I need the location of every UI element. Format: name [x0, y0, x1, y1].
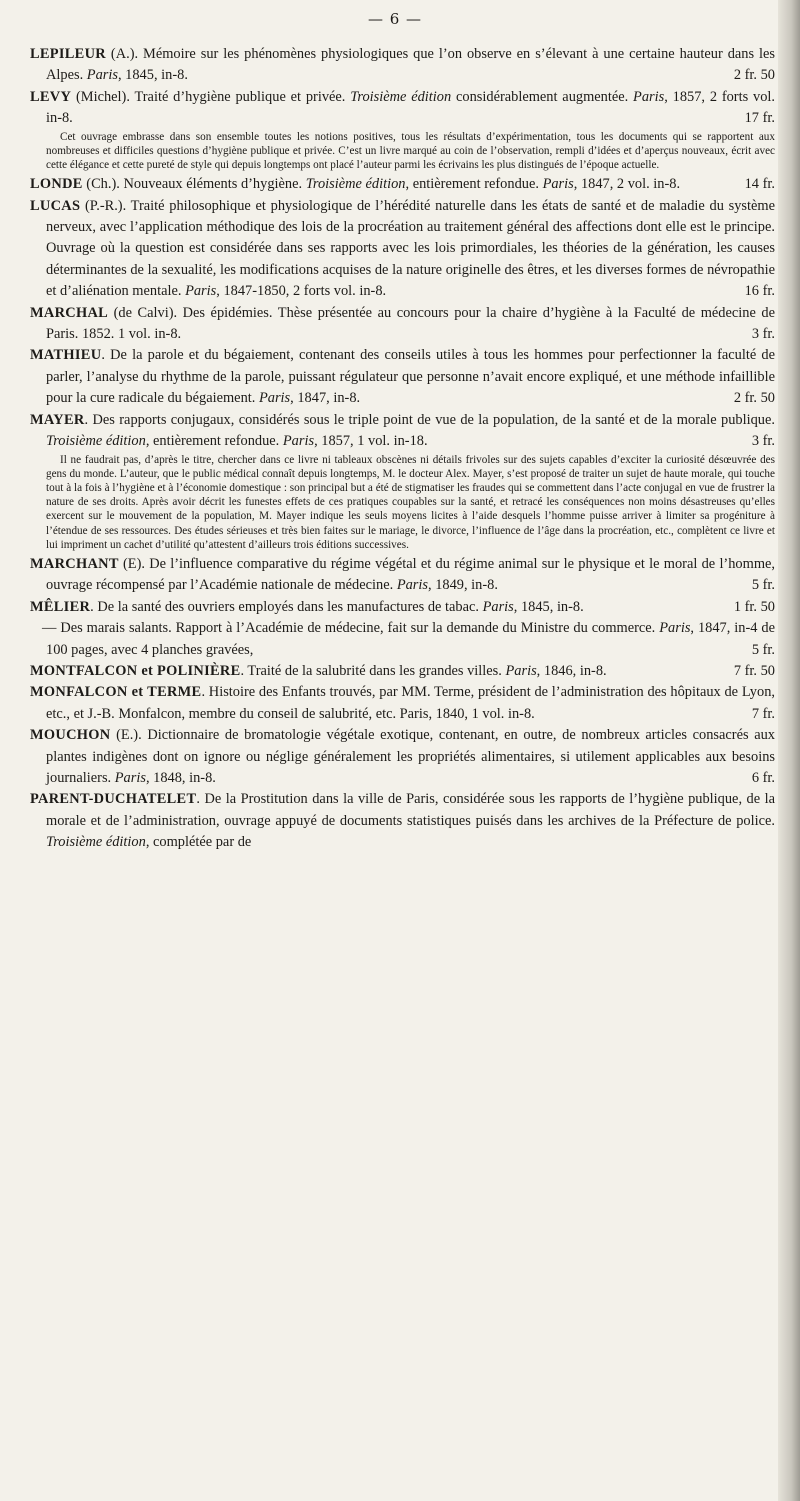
catalogue-entry [30, 303, 775, 346]
entry-price: 5 fr. [751, 577, 775, 594]
entry-place: Paris [114, 770, 146, 786]
entry-author: MÊLIER [30, 598, 91, 615]
entry-imprint: , 1848, in-8. [145, 770, 216, 786]
entry-imprint: , 1849, in-8. [428, 577, 498, 594]
catalogue-entry [30, 410, 775, 453]
entry-title: (de Calvi). Des épidémies. Thèse présentée au concours pour la chaire d’hygiène à la Faculté de médecine de Paris. 1852. 1 vol. in-8. [46, 304, 775, 343]
entry-imprint: , 1847, in-8. [290, 390, 361, 407]
entry-author: MONFALCON et TERME [30, 684, 202, 701]
entry-price: 3 fr. [751, 433, 775, 450]
entry-author: MONTFALCON et POLINIÈRE [30, 662, 241, 679]
entry-title: . De la parole et du bégaiement, contenant des conseils utiles à tous les hommes pour perfectionner la faculté de parler, l’analyse du rhythme de la parole, puissant régulateur que personne n’avait encore expliqué, et une méthode infaillible pour la cure radicale du bégaiement. [46, 347, 775, 407]
catalogue-entry [30, 682, 775, 725]
entry-edition: Troisième édition [305, 176, 406, 193]
entry-edition: Troisième édition [46, 834, 146, 851]
entry-place: Paris [505, 662, 537, 679]
entry-imprint: , 1847, 2 vol. in-8. [573, 176, 681, 193]
entry-price: 7 fr. [751, 705, 775, 722]
entry-price: 16 fr. [744, 283, 775, 300]
catalogue-entry [30, 725, 775, 789]
entry-author: LEVY [30, 88, 72, 105]
entry-title: . Des rapports conjugaux, considérés sous le triple point de vue de la population, de la santé et de la morale publique. [84, 411, 775, 428]
entry-place: Paris [396, 577, 428, 594]
entry-title-cont: , entièrement refondue. [405, 176, 543, 193]
entry-place: Paris [185, 283, 217, 300]
entry-title: (Michel). Traité d’hygiène publique et privée. [71, 88, 351, 105]
entry-price: 6 fr. [751, 770, 775, 786]
entry-title: (E). De l’influence comparative du régime végétal et du régime animal sur le physique et le moral de l’homme, ouvrage récompensé par l’Académie nationale de médecine. [46, 555, 775, 594]
catalogue-entry [30, 597, 775, 618]
entry-author: MOUCHON [30, 727, 111, 744]
catalogue-entry [30, 196, 775, 303]
entry-imprint: , 1845, in-8. [513, 598, 584, 615]
entry-place: Paris [659, 620, 691, 637]
catalogue-entry [30, 554, 775, 597]
catalogue-entry [30, 87, 775, 130]
entry-title-cont: , complétée par de [145, 834, 252, 851]
entry-author: LUCAS [30, 197, 81, 214]
entry-author: MAYER [30, 411, 85, 428]
entry-title: (P.-R.). Traité philosophique et physiologique de l’hérédité naturelle dans les états de santé et de maladie du système nerveux, avec l’application méthodique des lois de la procréation au traitement général des affections dont elle est le principe. Ouvrage où la question est considérée dans ses rapports avec les lois primordiales, les théories de la génération, les causes déterminantes de la sexualité, les modifications acquises de la nature originelle des êtres, et les diverses formes de névropathie et d’aliénation mentale. [46, 197, 775, 300]
entry-title: (A.). Mémoire sur les phénomènes physiologiques que l’on observe en s’élevant à une certaine hauteur dans les Alpes. [46, 46, 775, 84]
entry-title: . De la Prostitution dans la ville de Paris, considérée sous les rapports de l’hygiène publique, de la morale et de l’administration, ouvrage appuyé de documents statistiques puisés dans les archives de la Préfecture de police. [46, 791, 775, 829]
entry-price: 1 fr. 50 [733, 598, 775, 615]
entry-price: 2 fr. 50 [733, 390, 775, 407]
page-number: — 6 — [367, 10, 423, 28]
catalogue-entry [30, 789, 775, 853]
entry-imprint: , 1845, in-8. [117, 67, 188, 84]
entry-place: Paris [633, 88, 665, 105]
entry-author: MARCHANT [30, 555, 119, 572]
entry-author: PARENT-DUCHATELET [30, 791, 197, 808]
entry-price: 17 fr. [744, 110, 775, 127]
entry-author: LEPILEUR [30, 46, 106, 62]
catalogue-entry [30, 661, 775, 682]
entry-title-cont: , entièrement refondue. [145, 433, 283, 450]
entry-price: 2 fr. 50 [733, 67, 775, 84]
entry-note: Cet ouvrage embrasse dans son ensemble toutes les notions positives, tous les résultats d’expérimentation, tous les documents qui se rapportent aux nombreuses et difficiles questions d’hygiène publique et privée. C’est un livre marqué au coin de l’observation, rempli d’idées et d’aperçus nouveaux, écrit avec cette élégance et cette pureté de style qui depuis longtemps ont placé l’auteur parmi les écrivains les plus distingués de l’époque actuelle. [46, 130, 775, 172]
entry-price: 5 fr. [751, 641, 775, 658]
entry-title-cont: considérablement augmentée. [451, 88, 634, 105]
entry-note: Il ne faudrait pas, d’après le titre, chercher dans ce livre ni tableaux obscènes ni détails frivoles sur des sujets capables d’exciter la curiosité désœuvrée des gens du monde. L’auteur, que le public médical connaît depuis longtemps, M. le docteur Alex. Mayer, s’est proposé de traiter un sujet de haute morale, qui touche tout à la fois à l’hygiène et à l’économie domestique : son principal but a été de stigmatiser les fraudes qui se commettent dans l’acte conjugal en vue de frustrer la nature de ses droits. Après avoir décrit les funestes effets de ces pratiques coupables sur la santé, et retracé les conséquences non moins désastreuses qu’elles exercent sur le mouvement de la population, M. Mayer indique les seuls moyens licites à l’aide desquels l’homme puisse arriver à limiter sa progéniture à l’étendue de ses ressources. Des études sérieuses et très bien faites sur le mariage, le divorce, l’influence de l’âge dans la procréation, etc., complètent ce livre et lui impriment un cachet d’utilité qu’attestent d’ailleurs trois éditions successives. [46, 453, 775, 551]
entry-place: Paris [86, 67, 118, 84]
entry-price: 7 fr. 50 [733, 662, 775, 679]
catalogue-entry [30, 618, 775, 661]
entry-title: — Des marais salants. Rapport à l’Académie de médecine, fait sur la demande du Ministre du commerce. [42, 620, 660, 637]
entry-place: Paris [542, 176, 574, 193]
entry-edition: Troisième édition [46, 433, 146, 450]
entry-price: 14 fr. [744, 176, 775, 193]
entry-imprint: , 1847, in-4 de 100 pages, avec 4 planches gravées, [46, 620, 775, 658]
entry-title: . De la santé des ouvriers employés dans les manufactures de tabac. [90, 598, 483, 615]
entry-title: . Traité de la salubrité dans les grandes villes. [240, 662, 506, 679]
entry-place: Paris [482, 598, 514, 615]
catalogue-entry [30, 44, 775, 87]
entry-author: LONDE [30, 176, 83, 193]
catalogue-entry [30, 345, 775, 409]
catalogue-entry [30, 174, 775, 195]
entry-title: (E.). Dictionnaire de bromatologie végétale exotique, contenant, en outre, de nombreux articles consacrés aux plantes indigènes dont on ignore ou néglige généralement les propriétés alimentaires, si utilement applicables aux besoins journaliers. [46, 727, 775, 786]
catalogue-entries [30, 44, 775, 854]
entry-author: MARCHAL [30, 304, 109, 321]
entry-place: Paris [258, 390, 291, 407]
entry-title: (Ch.). Nouveaux éléments d’hygiène. [82, 176, 306, 193]
entry-title: . Histoire des Enfants trouvés, par MM. Terme, président de l’administration des hôpitaux de Lyon, etc., et J.-B. Monfalcon, membre du conseil de salubrité, etc. Paris, 1840, 1 vol. in-8. [46, 684, 775, 722]
page-edge [778, 0, 800, 1501]
entry-imprint: , 1847-1850, 2 forts vol. in-8. [216, 283, 387, 300]
entry-imprint: , 1846, in-8. [536, 662, 607, 679]
entry-price: 3 fr. [751, 326, 775, 343]
entry-imprint: , 1857, 1 vol. in-18. [314, 433, 428, 450]
entry-imprint: , 1857, 2 forts vol. in-8. [46, 88, 775, 127]
entry-author: MATHIEU [30, 347, 102, 364]
entry-place: Paris [282, 433, 315, 450]
entry-edition: Troisième édition [350, 88, 452, 105]
